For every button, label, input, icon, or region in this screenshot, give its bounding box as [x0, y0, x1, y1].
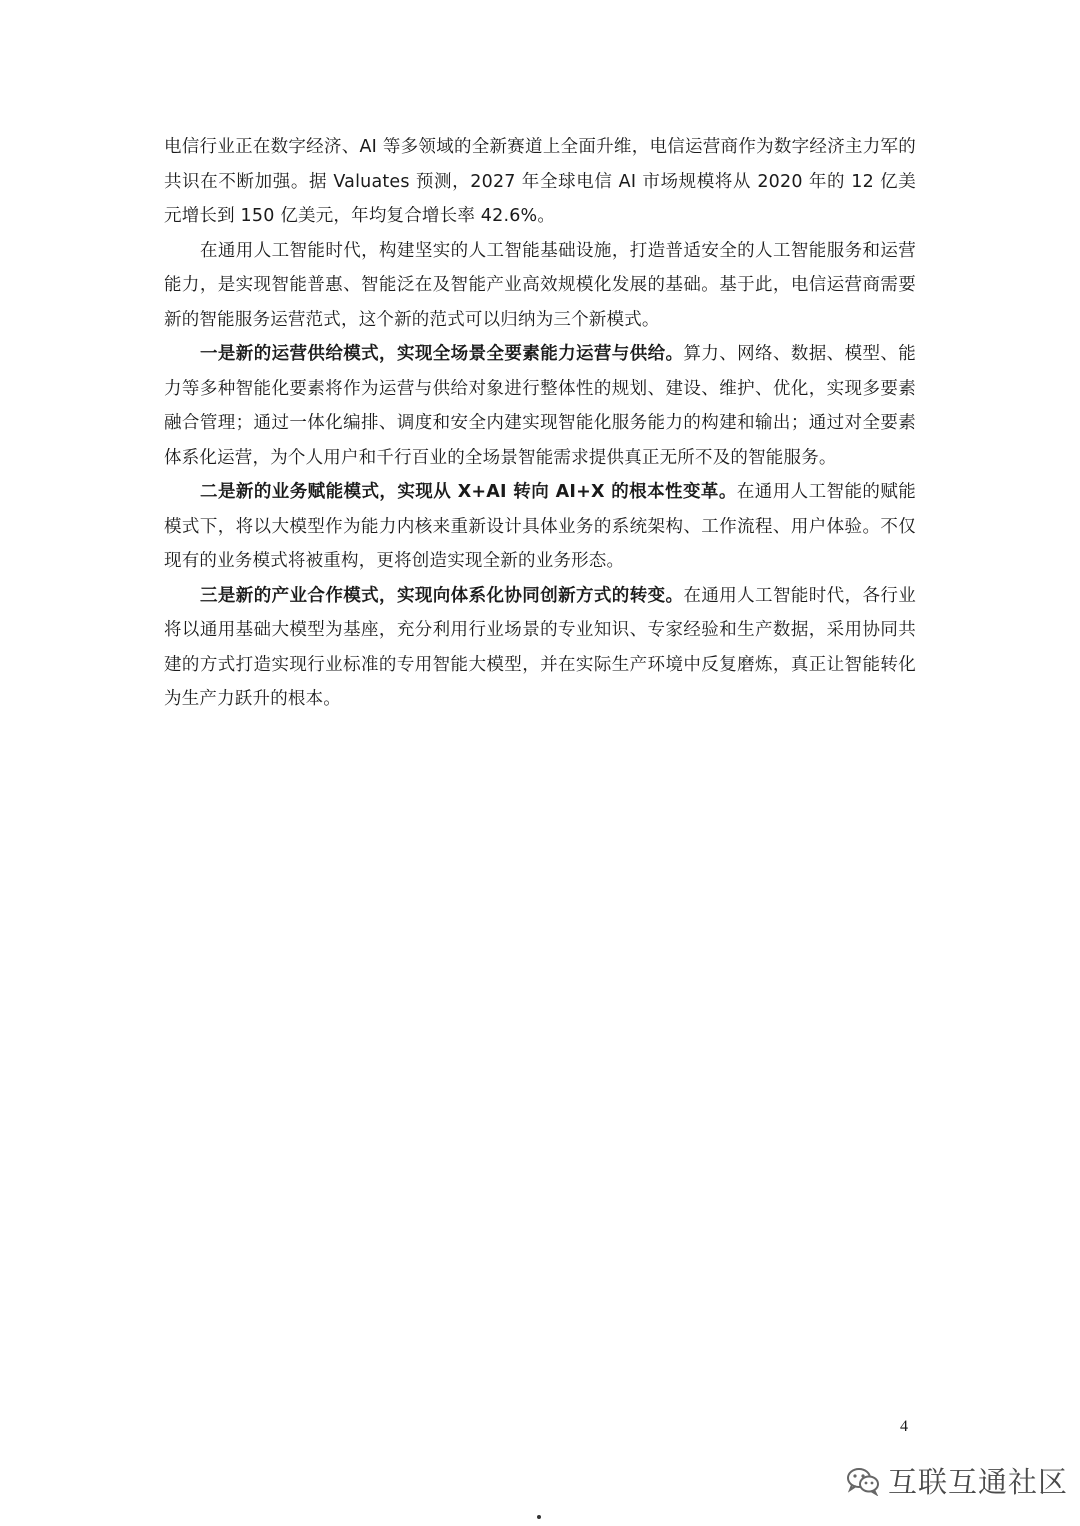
- document-body: [164, 130, 916, 717]
- watermark-text: 互联互通社区: [888, 1465, 1069, 1499]
- paragraph-text: 电信行业正在数字经济、AI 等多领域的全新赛道上全面升维，电信运营商作为数字经济主力军的共识在不断加强。据 Valuates 预测，2027 年全球电信 AI 市场规模将从 2020 年的 12 亿美元增长到 150 亿美元，年均复合增长率 42.6%。: [164, 137, 916, 226]
- paragraph-bold-lead: 一是新的运营供给模式，实现全场景全要素能力运营与供给。: [200, 344, 684, 364]
- paragraph-bold-lead: 二是新的业务赋能模式，实现从 X+AI 转向 AI+X 的根本性变革。: [200, 482, 737, 502]
- paragraph-mode-three: [164, 579, 916, 717]
- paragraph-mode-one: [164, 337, 916, 475]
- paragraph-mode-two: [164, 475, 916, 579]
- paragraph-intro: [164, 130, 916, 234]
- wechat-icon: [846, 1466, 880, 1496]
- paragraph-text: 在通用人工智能时代，构建坚实的人工智能基础设施，打造普适安全的人工智能服务和运营能力，是实现智能普惠、智能泛在及智能产业高效规模化发展的基础。基于此，电信运营商需要新的智能服务运营范式，这个新的范式可以归纳为三个新模式。: [164, 240, 916, 330]
- paragraph-text: 算力、网络、数据、模型、能力等多种智能化要素将作为运营与供给对象进行整体性的规划、建设、维护、优化，实现多要素融合管理；通过一体化编排、调度和安全内建实现智能化服务能力的构建和输出；通过对全要素体系化运营，为个人用户和千行百业的全场景智能需求提供真正无所不及的智能服务。: [164, 344, 916, 468]
- page-number: 4: [900, 1418, 908, 1435]
- watermark: [846, 1460, 1068, 1501]
- paragraph-bold-lead: 三是新的产业合作模式，实现向体系化协同创新方式的转变。: [200, 585, 684, 606]
- paragraph-text: 在通用人工智能时代，各行业将以通用基础大模型为基座，充分利用行业场景的专业知识、专家经验和生产数据，采用协同共建的方式打造实现行业标准的专用智能大模型，并在实际生产环境中反复磨炼，真正让智能转化为生产力跃升的根本。: [164, 585, 916, 709]
- paragraph-background: [164, 234, 916, 338]
- bottom-dot: [537, 1515, 541, 1519]
- paragraph-text: 在通用人工智能的赋能模式下，将以大模型作为能力内核来重新设计具体业务的系统架构、工作流程、用户体验。不仅现有的业务模式将被重构，更将创造实现全新的业务形态。: [164, 482, 917, 571]
